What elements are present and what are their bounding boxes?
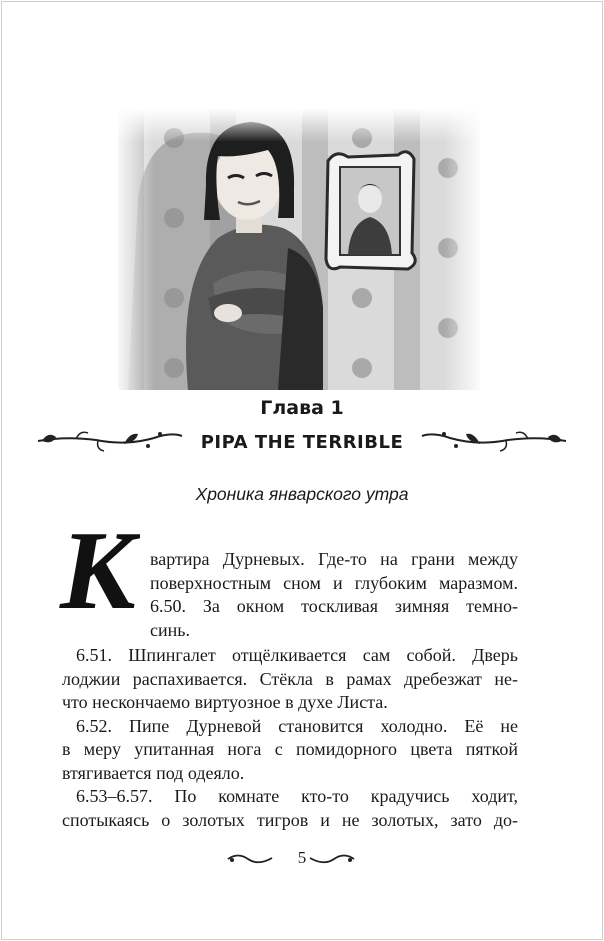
text-line: что нескончаемо виртуозное в духе Листа. <box>62 692 388 712</box>
chapter-illustration <box>118 108 480 390</box>
svg-text:К: К <box>60 518 136 618</box>
page-number: 5 <box>297 848 307 867</box>
text-line: 6.52. Пипе Дурневой становится холодно. Её не <box>76 715 518 736</box>
intro-paragraph <box>150 548 518 642</box>
drop-cap-letter <box>58 518 140 618</box>
text-line: 6.51. Шпингалет отщёлкивается сам собой. Дверь <box>76 645 518 665</box>
text-line: лоджии распахивается. Стёкла в рамах дребезжат не- <box>62 668 518 689</box>
chapter-title: PIPA THE TERRIBLE <box>200 432 404 453</box>
text-line: 6.50. За окном тоскливая зимняя темно- <box>150 596 518 616</box>
text-line: поверхностным сном и глубоким маразмом. <box>150 572 518 593</box>
chapter-number: Глава 1 <box>260 397 344 419</box>
folio-right-ornament <box>306 852 356 866</box>
chapter-subtitle: Хроника январского утра <box>195 484 409 504</box>
text-line: спотыкаясь о золотых тигров и не золотых, зато до- <box>62 809 518 830</box>
text-line: втягивается под одеяло. <box>62 762 245 783</box>
text-line: вартира Дурневых. Где-то на грани между <box>150 549 518 569</box>
text-line: 6.53–6.57. По комнате кто-то крадучись ходит, <box>76 786 518 806</box>
text-line: синь. <box>150 619 190 640</box>
right-flourish-ornament <box>418 424 568 454</box>
body-paragraphs <box>62 644 518 832</box>
text-line: в меру упитанная нога с помидорного цвета пяткой <box>62 739 518 759</box>
